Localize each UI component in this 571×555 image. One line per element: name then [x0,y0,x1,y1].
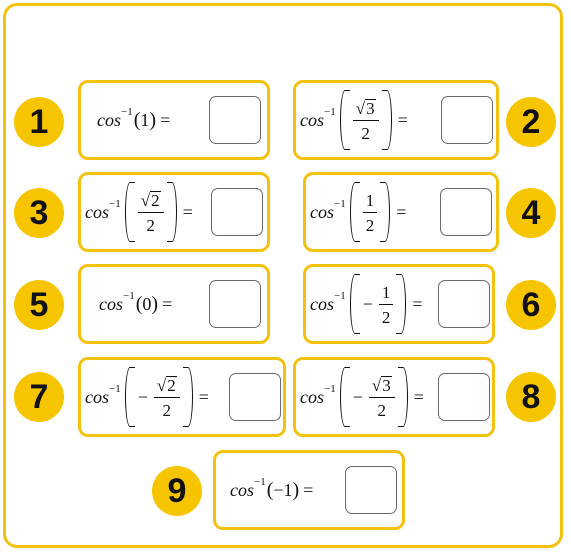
minus-sign: − [273,479,284,500]
equals-sign: = [412,293,423,314]
equals-sign: = [160,109,171,130]
function-name: cos [310,201,334,222]
inverse-exponent: −1 [324,106,336,118]
expression [85,367,213,427]
answer-box[interactable] [345,466,397,514]
argument: 1 [283,479,293,500]
equals-sign: = [397,109,408,130]
fraction: √ 3 2 [353,98,379,142]
expression: cos −1 ( 0 ) = [99,290,173,315]
problem-number-badge: 4 [506,188,556,238]
answer-box[interactable] [441,96,493,144]
problem-card-9 [213,450,405,530]
expression [310,274,427,334]
answer-box[interactable] [440,188,492,236]
expression [85,182,197,242]
function-name: cos [300,386,324,407]
function-name: cos [300,109,324,130]
inverse-exponent: −1 [109,198,121,210]
answer-box[interactable] [438,280,490,328]
problem-card-2 [293,80,499,160]
equals-sign: = [396,201,407,222]
argument: 0 [142,293,152,314]
problem-card-4 [303,172,499,252]
function-name: cos [230,479,254,500]
fraction: √ 2 2 [154,375,180,419]
equals-sign: = [413,386,424,407]
answer-box[interactable] [211,188,263,236]
function-name: cos [85,386,109,407]
problem-card-7 [78,357,286,437]
problem-card-8 [293,357,495,437]
problem-number-badge: 8 [506,372,556,422]
expression: cos −1 ( − 1 ) = [230,476,314,501]
problem-number-badge: 1 [14,97,64,147]
inverse-exponent: −1 [109,383,121,395]
inverse-exponent: −1 [324,383,336,395]
equals-sign: = [303,479,314,500]
minus-sign: − [352,386,363,407]
function-name: cos [99,293,123,314]
fraction: √ 2 2 [138,190,164,234]
equals-sign: = [182,201,193,222]
answer-box[interactable] [209,96,261,144]
problem-card-3 [78,172,270,252]
inverse-exponent: −1 [334,290,346,302]
inverse-exponent: −1 [254,476,266,488]
answer-box[interactable] [438,373,490,421]
expression [310,182,410,242]
expression [300,367,428,427]
function-name: cos [310,293,334,314]
problem-card-1 [78,80,270,160]
answer-box[interactable] [209,280,261,328]
inverse-exponent: −1 [123,290,135,302]
equals-sign: = [162,293,173,314]
inverse-exponent: −1 [334,198,346,210]
problem-card-5 [78,264,270,344]
problem-card-6 [303,264,495,344]
argument: 1 [140,109,150,130]
minus-sign: − [362,293,373,314]
function-name: cos [85,201,109,222]
problem-number-badge: 7 [14,372,64,422]
function-name: cos [97,109,121,130]
answer-box[interactable] [229,373,281,421]
expression: cos −1 ( 1 ) = [97,106,171,131]
fraction: √ 3 2 [369,375,395,419]
problem-number-badge: 3 [14,188,64,238]
expression [300,90,412,150]
fraction: $\frac{1}{2}$ [379,283,394,326]
problem-number-badge: 6 [506,280,556,330]
equals-sign: = [198,386,209,407]
problem-number-badge: 9 [152,466,202,516]
problem-number-badge: 2 [506,97,556,147]
inverse-exponent: −1 [121,106,133,118]
problem-number-badge: 5 [14,280,64,330]
fraction: $\frac{1}{2}$ [363,191,378,234]
minus-sign: − [137,386,148,407]
